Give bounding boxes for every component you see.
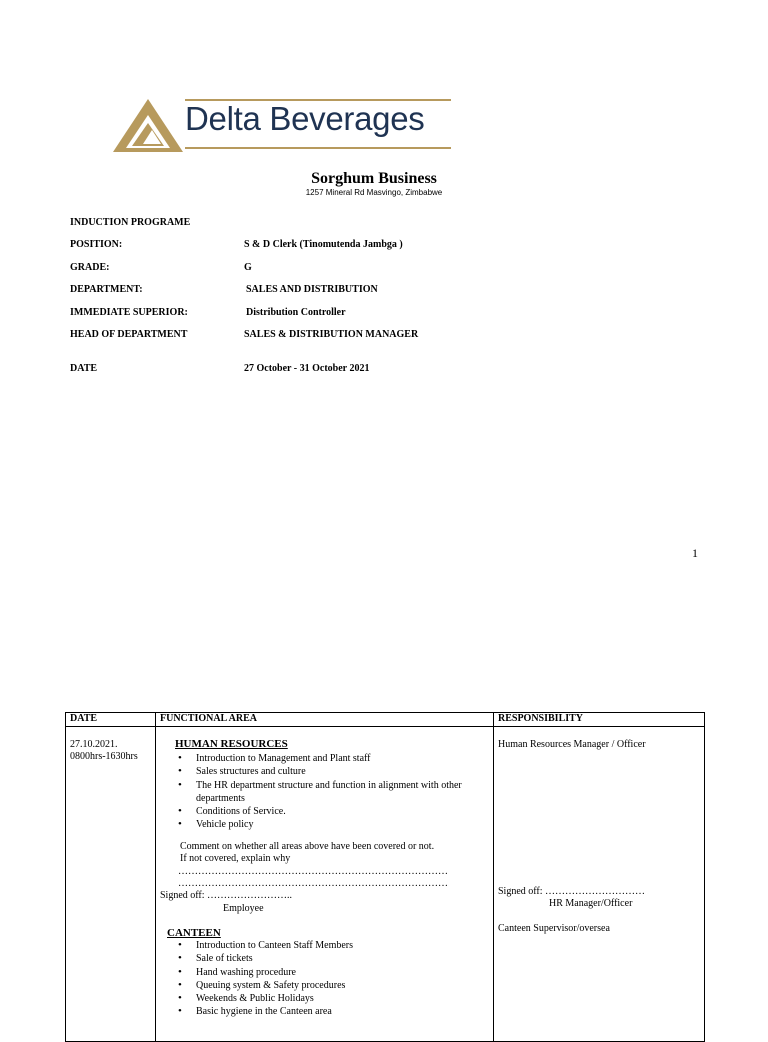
list-item: • Queuing system & Safety procedures	[174, 979, 353, 992]
column-divider	[155, 713, 156, 1041]
hr-signed-off: Signed off: ……………………..	[160, 890, 293, 901]
superior-label: IMMEDIATE SUPERIOR:	[70, 307, 188, 318]
superior-value: Distribution Controller	[246, 307, 346, 318]
induction-schedule-table	[65, 712, 705, 1042]
row-time: 0800hrs-1630hrs	[70, 751, 138, 762]
list-item: • Introduction to Management and Plant staff	[174, 752, 486, 765]
department-label: DEPARTMENT:	[70, 284, 143, 295]
list-item: • Basic hygiene in the Canteen area	[174, 1005, 353, 1018]
date-label: DATE	[70, 363, 98, 374]
head-of-department-label: HEAD OF DEPARTMENT	[70, 329, 188, 340]
list-item: • The HR department structure and function in alignment with other departments	[174, 779, 486, 806]
delta-triangle-icon	[112, 97, 184, 155]
column-divider	[493, 713, 494, 1041]
logo-brand-name: Delta Beverages	[185, 100, 425, 137]
row-date: 27.10.2021.	[70, 739, 118, 750]
responsibility-signer: HR Manager/Officer	[549, 898, 633, 909]
position-value: S & D Clerk (Tinomutenda Jambga )	[244, 239, 403, 250]
delta-beverages-logo	[112, 97, 457, 155]
list-item: • Hand washing procedure	[174, 966, 353, 979]
list-item: • Conditions of Service.	[174, 805, 486, 818]
responsibility-canteen: Canteen Supervisor/oversea	[498, 923, 610, 934]
department-value: SALES AND DISTRIBUTION	[246, 284, 378, 295]
grade-value: G	[244, 262, 252, 273]
hr-comment-instruction: If not covered, explain why	[180, 853, 291, 864]
responsibility-signed-off: Signed off: …………………………	[498, 886, 646, 897]
logo-bottom-rule	[185, 147, 451, 149]
page-number: 1	[692, 546, 698, 560]
grade-label: GRADE:	[70, 262, 110, 273]
header-responsibility: RESPONSIBILITY	[498, 713, 584, 724]
list-item: • Weekends & Public Holidays	[174, 992, 353, 1005]
header-divider	[66, 726, 704, 727]
section-human-resources: HUMAN RESOURCES	[175, 738, 288, 750]
position-label: POSITION:	[70, 239, 123, 250]
section-canteen: CANTEEN	[167, 927, 221, 939]
hr-signer-employee: Employee	[223, 903, 264, 914]
header-functional-area: FUNCTIONAL AREA	[160, 713, 257, 724]
canteen-topic-list	[174, 939, 353, 1019]
hr-comment-line: ………………………………………………………………………	[178, 878, 448, 889]
hr-topic-list	[174, 752, 486, 832]
header-date: DATE	[70, 713, 98, 724]
list-item: • Vehicle policy	[174, 818, 486, 831]
business-address: 1257 Mineral Rd Masvingo, Zimbabwe	[305, 188, 443, 197]
hr-comment-prompt: Comment on whether all areas above have been covered or not.	[180, 841, 435, 852]
programme-label: INDUCTION PROGRAME	[70, 217, 191, 228]
list-item: • Sales structures and culture	[174, 765, 486, 778]
business-title: Sorghum Business	[311, 170, 437, 187]
list-item: • Introduction to Canteen Staff Members	[174, 939, 353, 952]
hr-comment-line: ………………………………………………………………………	[178, 866, 448, 877]
date-value: 27 October - 31 October 2021	[244, 363, 370, 374]
head-of-department-value: SALES & DISTRIBUTION MANAGER	[244, 329, 419, 340]
responsibility-hr: Human Resources Manager / Officer	[498, 739, 646, 750]
list-item: • Sale of tickets	[174, 952, 353, 965]
